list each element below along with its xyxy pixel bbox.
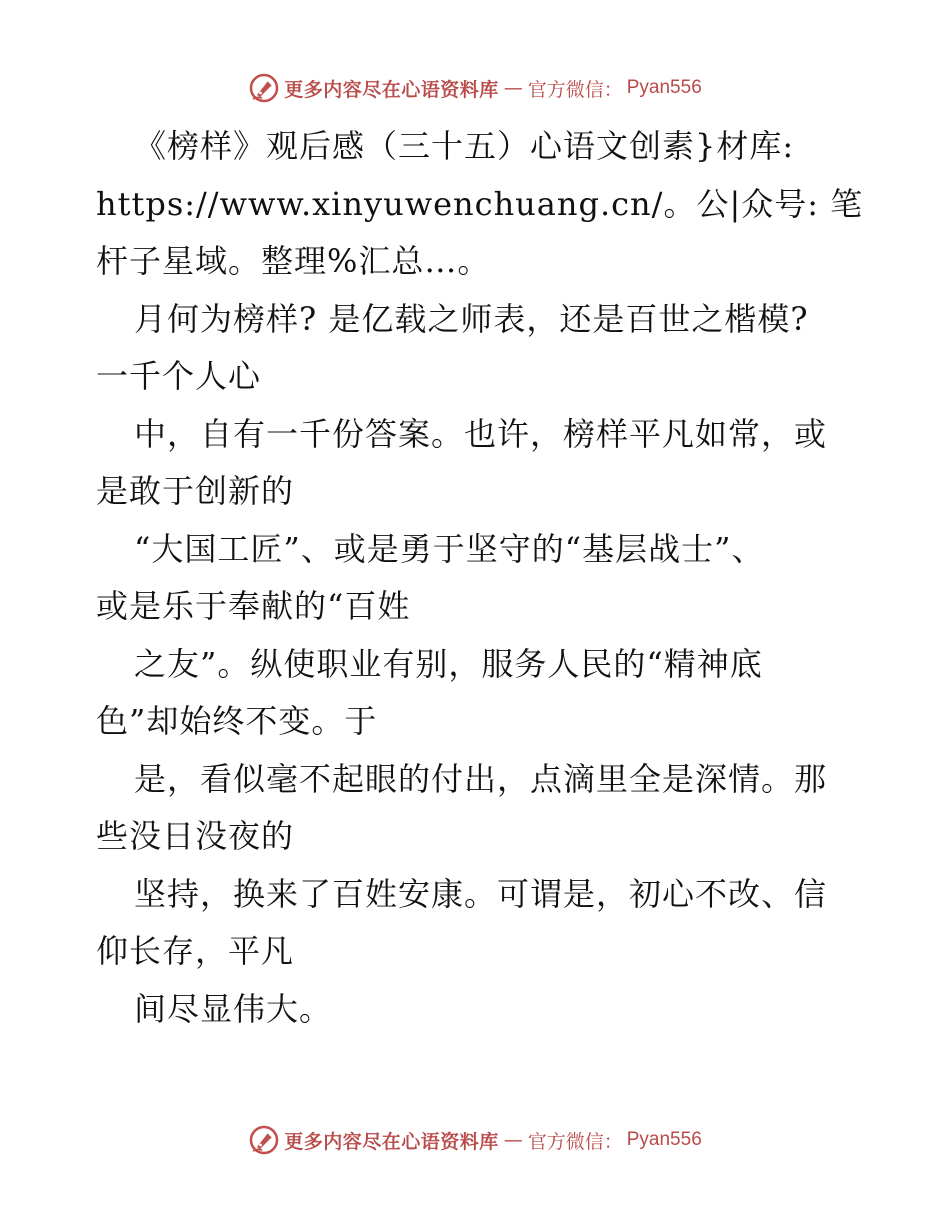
body-line: 中，自有一千份答案。也许，榜样平凡如常，或 xyxy=(134,414,828,453)
body-line: 是，看似毫不起眼的付出，点滴里全是深情。那 xyxy=(134,759,828,798)
pen-nib-logo-icon xyxy=(248,72,280,104)
body-line: 《榜样》观后感（三十五）心语文创素}材库: xyxy=(134,127,795,165)
body-line: 色”却始终不变。于 xyxy=(96,702,378,740)
header-banner-content xyxy=(248,72,702,104)
body-line: 或是乐于奉献的“百姓 xyxy=(96,587,411,625)
body-line: “大国工匠”、或是勇于坚守的“基层战士”、 xyxy=(134,529,765,568)
body-line: 些没日没夜的 xyxy=(96,817,295,855)
footer-banner-separator: — xyxy=(503,1129,523,1151)
header-banner-separator: — xyxy=(503,77,523,99)
header-banner xyxy=(0,68,950,108)
footer-banner-content xyxy=(248,1124,702,1156)
body-line: https://www.xinyuwenchuang.cn/。公|众号: 笔 xyxy=(96,184,864,223)
body-line: 间尽显伟大。 xyxy=(134,989,333,1028)
header-banner-wechat-id: Pyan556 xyxy=(626,77,702,98)
body-line: 月何为榜样? 是亿载之师表，还是百世之楷模? xyxy=(134,299,809,338)
body-line: 杆子星域。整理%汇总…。 xyxy=(96,242,491,280)
footer-banner-text: 更多内容尽在心语资料库 xyxy=(284,1130,499,1153)
header-banner-text: 更多内容尽在心语资料库 xyxy=(284,78,499,101)
document-body xyxy=(96,118,864,1038)
footer-banner-wechat-label: 官方微信： xyxy=(527,1130,623,1153)
body-line: 之友”。纵使职业有别，服务人民的“精神底 xyxy=(134,644,763,683)
header-banner-wechat-label: 官方微信： xyxy=(527,78,623,101)
footer-banner-wechat-id: Pyan556 xyxy=(626,1129,702,1150)
body-line: 一千个人心 xyxy=(96,357,262,395)
body-line: 坚持，换来了百姓安康。可谓是，初心不改、信 xyxy=(134,874,828,913)
body-line: 是敢于创新的 xyxy=(96,472,295,510)
pen-nib-logo-icon xyxy=(248,1124,280,1156)
footer-banner xyxy=(0,1120,950,1160)
body-line: 仰长存，平凡 xyxy=(96,932,295,970)
